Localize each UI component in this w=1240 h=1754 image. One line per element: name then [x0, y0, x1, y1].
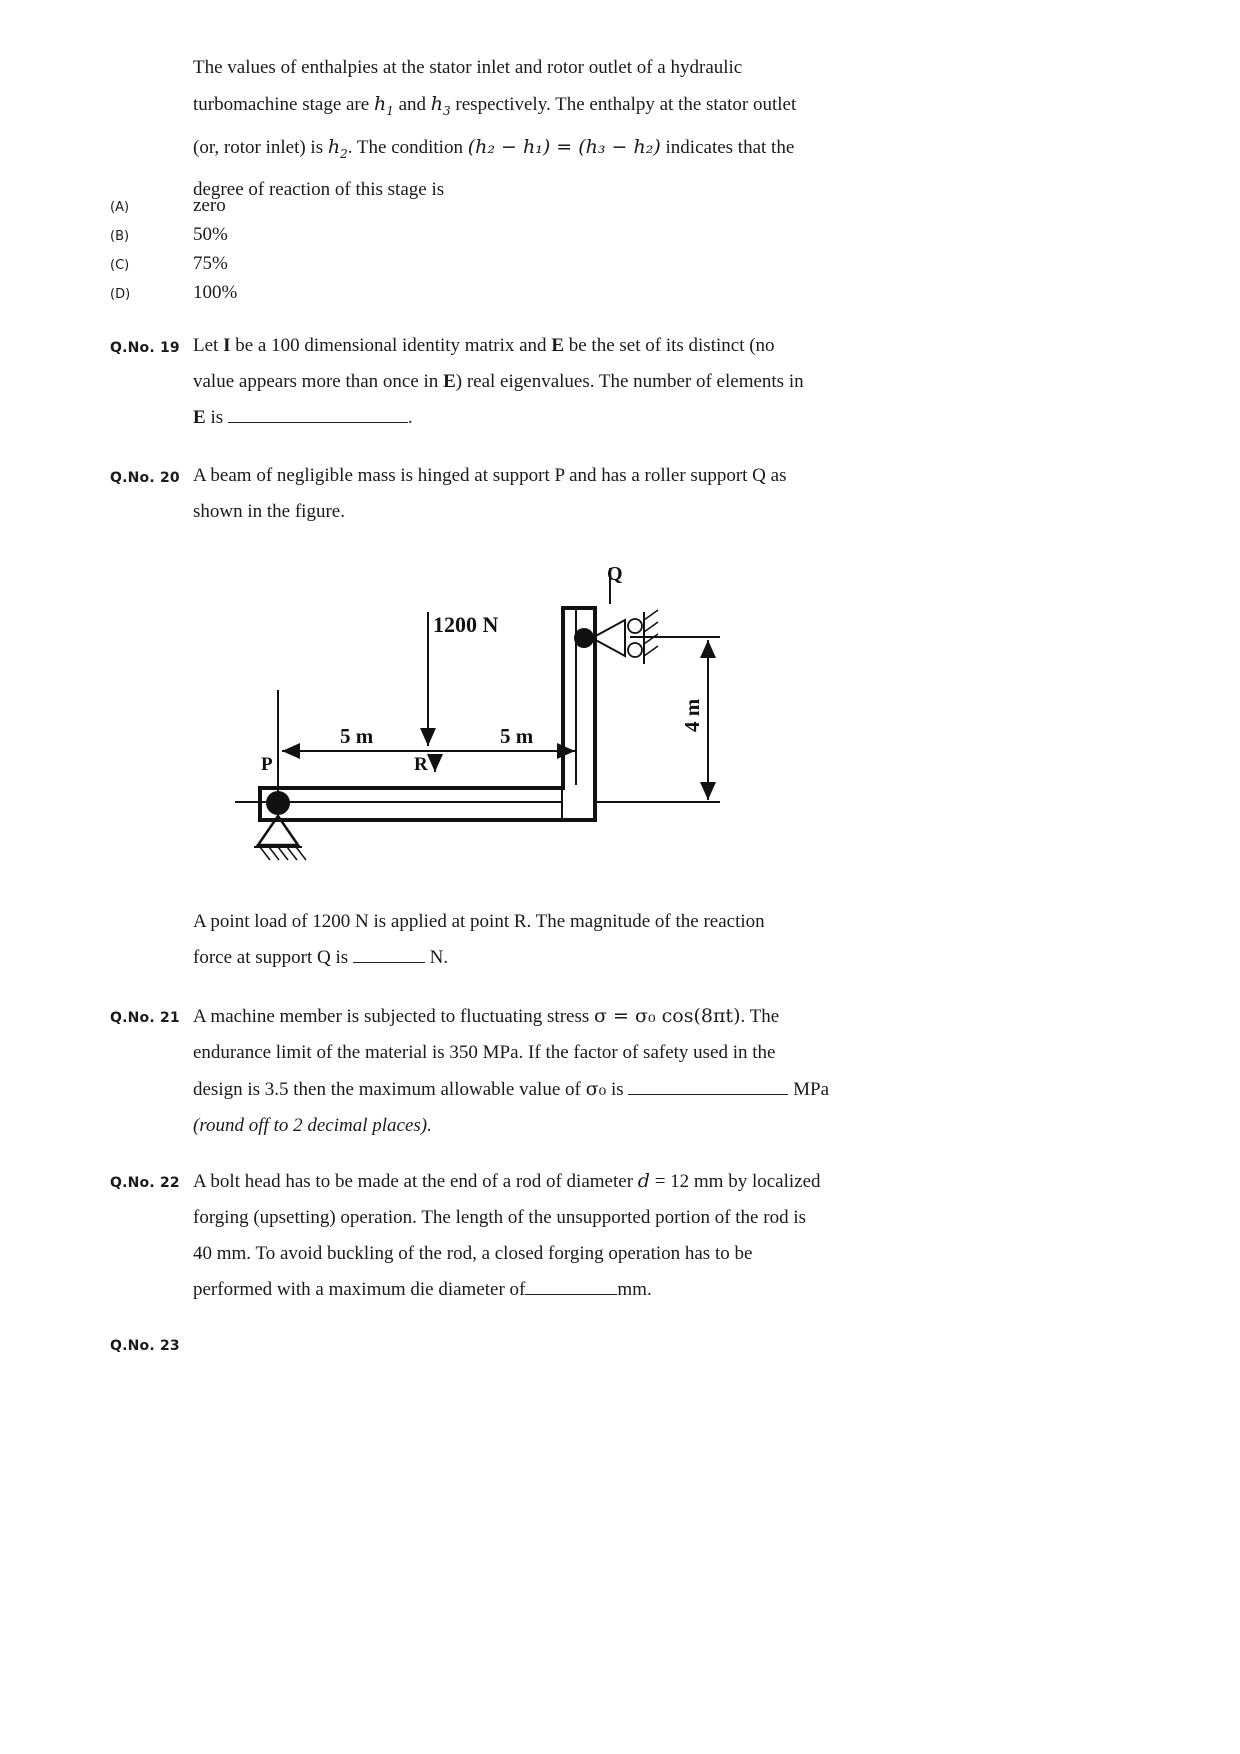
beam-horizontal [260, 788, 595, 820]
q18-option-a-label: (A) [110, 200, 130, 215]
q20-line-1: A beam of negligible mass is hinged at support P and has a roller support Q as [193, 465, 787, 486]
label-q: Q [607, 563, 623, 585]
q20-after-line-1: A point load of 1200 N is applied at point R. The magnitude of the reaction [193, 911, 765, 932]
roller-wheel-bottom [628, 643, 642, 657]
q21-line-4: (round off to 2 decimal places). [193, 1115, 432, 1136]
q22-answer-blank[interactable] [525, 1276, 617, 1295]
q19-answer-blank[interactable] [228, 404, 408, 423]
q22-number: Q.No. 22 [110, 1175, 180, 1191]
q18-line-3: (or, rotor inlet) is $h_2$. The condition (h₂ − h₁) = (h₃ − h₂) indicates that the [193, 135, 795, 161]
q22-line-3: 40 mm. To avoid buckling of the rod, a closed forging operation has to be [193, 1243, 753, 1264]
q18-option-a-text: zero [193, 195, 226, 216]
q18-stem [193, 50, 881, 208]
hinge-hatching [260, 847, 306, 860]
q18-option-c-text: 75% [193, 253, 228, 274]
q18-line-2: turbomachine stage are $h_1$ and $h_3$ respectively. The enthalpy at the stator outlet [193, 93, 797, 118]
q22-line-1: A bolt head has to be made at the end of a rod of diameter d = 12 mm by localized [193, 1170, 821, 1192]
q18-condition: (h₂ − h₁) = (h₃ − h₂) [467, 135, 661, 158]
q20-line-2: shown in the figure. [193, 501, 345, 522]
q20-answer-blank[interactable] [353, 944, 425, 963]
q20-after-line-2: force at support Q is N. [193, 940, 881, 976]
roller-wheel-top [628, 619, 642, 633]
q19-line-2: value appears more than once in E) real eigenvalues. The number of elements in [193, 371, 804, 392]
q21-line-2: endurance limit of the material is 350 MPa. If the factor of safety used in the [193, 1042, 776, 1063]
q18-option-d-text: 100% [193, 282, 238, 303]
q21-line-3: design is 3.5 then the maximum allowable value of σ₀ is MPa [193, 1078, 830, 1100]
q19-line-3: E is . [193, 400, 881, 436]
q23-number: Q.No. 23 [110, 1338, 180, 1354]
q19-number: Q.No. 19 [110, 340, 180, 356]
label-height: 4 m [680, 698, 704, 732]
q18-line-4: degree of reaction of this stage is [193, 178, 445, 200]
q22-line-4: performed with a maximum die diameter of mm. [193, 1272, 881, 1308]
label-right-span: 5 m [500, 724, 534, 748]
label-r: R [414, 754, 428, 775]
q18-option-c-label: (C) [110, 258, 130, 273]
q20-stem [193, 458, 881, 530]
label-left-span: 5 m [340, 724, 374, 748]
q21-answer-blank[interactable] [628, 1076, 788, 1095]
q18-line-1: The values of enthalpies at the stator inlet and rotor outlet of a hydraulic [193, 57, 743, 78]
q19-line-1: Let I be a 100 dimensional identity matrix and E be the set of its distinct (no [193, 335, 775, 356]
q20-after [193, 904, 881, 976]
q20-number: Q.No. 20 [110, 470, 180, 486]
q22-stem [193, 1163, 881, 1308]
q21-number: Q.No. 21 [110, 1010, 180, 1026]
q18-option-b-text: 50% [193, 224, 228, 245]
roller-wall-hatching [644, 610, 658, 656]
hinge-pin-p [266, 791, 290, 815]
q21-stem [193, 998, 903, 1144]
q18-option-d-label: (D) [110, 287, 131, 302]
label-p: P [261, 754, 273, 775]
q18-option-b-label: (B) [110, 229, 130, 244]
q21-line-1: A machine member is subjected to fluctuating stress σ = σ₀ cos(8πt). The [193, 1005, 780, 1027]
q22-line-2: forging (upsetting) operation. The length of the unsupported portion of the rod is [193, 1207, 806, 1228]
q21-stress-equation: σ = σ₀ cos(8πt) [594, 1005, 741, 1027]
label-load: 1200 N [433, 612, 499, 637]
beam-figure [230, 560, 830, 890]
q19-stem [193, 328, 881, 436]
